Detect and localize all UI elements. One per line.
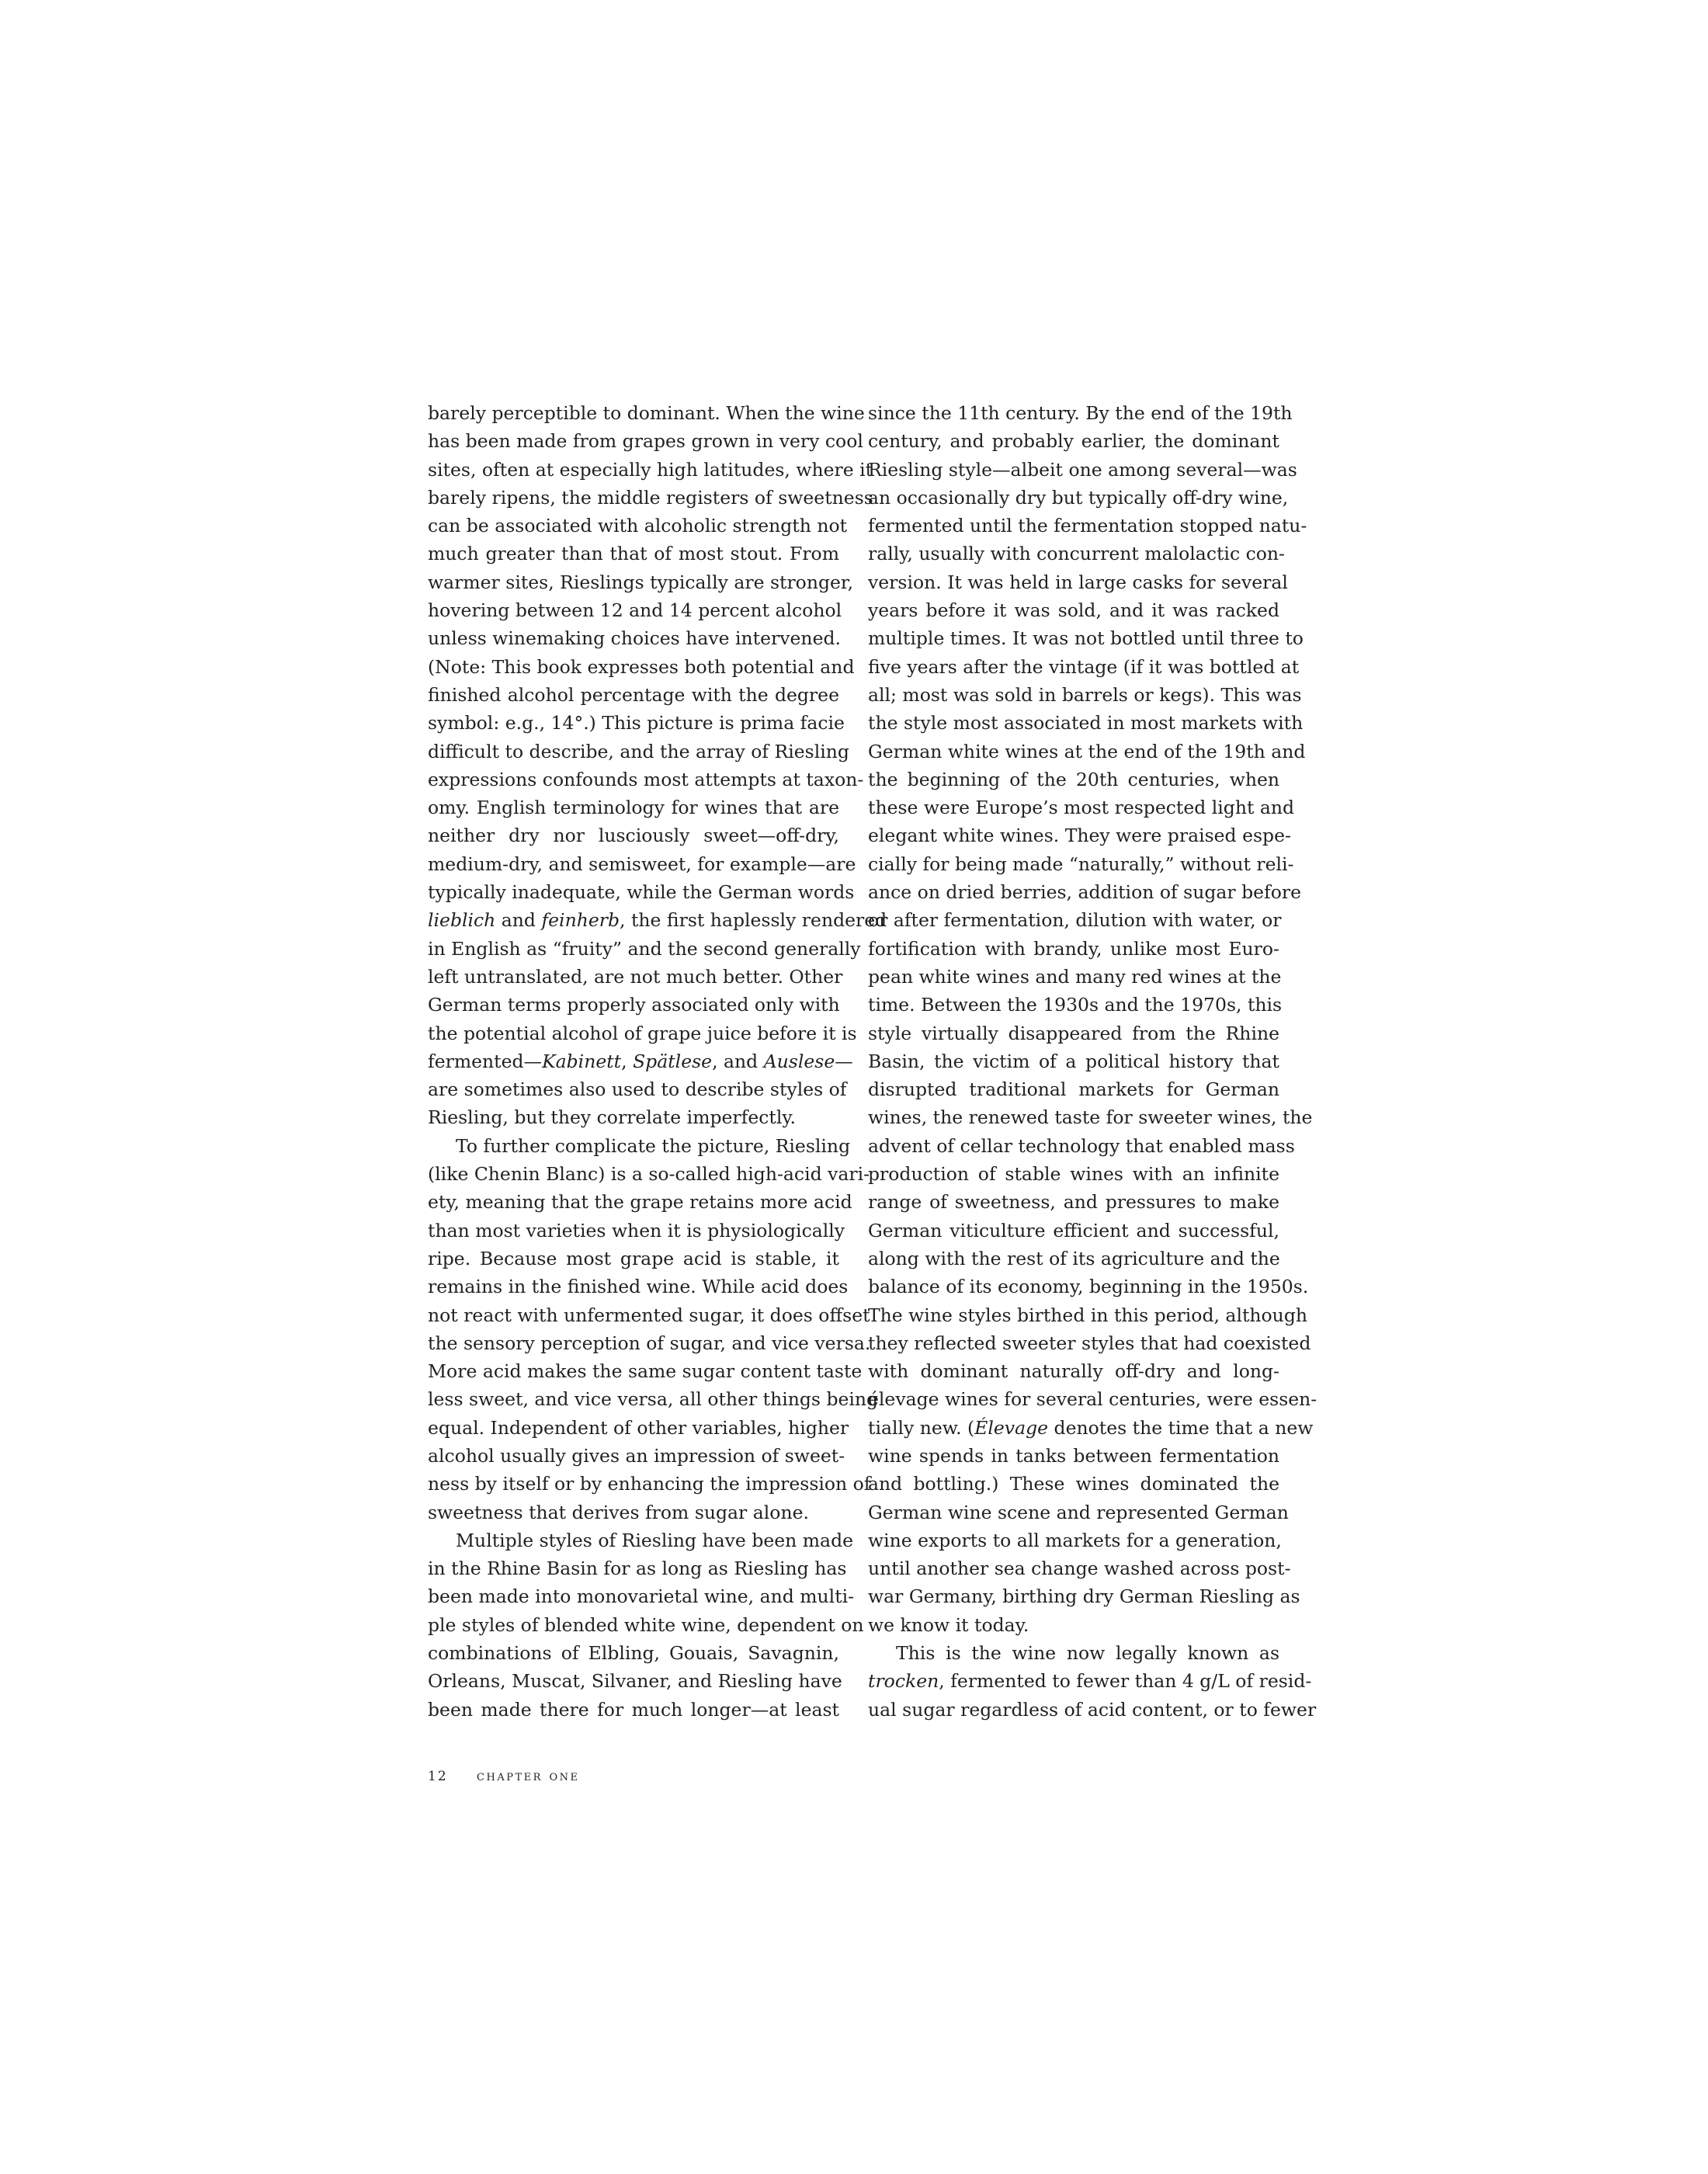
text-line: unless winemaking choices have intervened. — [428, 627, 841, 650]
text-line: range of sweetness, and pressures to make — [868, 1191, 1279, 1214]
text-line: neither dry nor lusciously sweet—off-dry, — [428, 825, 839, 847]
text-line: omy. English terminology for wines that are — [428, 797, 839, 819]
text-line: they reflected sweeter styles that had coexisted — [868, 1332, 1311, 1354]
text-line: left untranslated, are not much better. Other — [428, 965, 843, 988]
text-line: along with the rest of its agriculture and the — [868, 1247, 1280, 1269]
text-line: until another sea change washed across post- — [868, 1558, 1291, 1580]
text-line: finished alcohol percentage with the degree — [428, 683, 839, 706]
text-line: multiple times. It was not bottled until three to — [868, 627, 1304, 650]
text-line — [868, 1414, 1314, 1442]
text-line: balance of its economy, beginning in the 1950s. — [868, 1276, 1309, 1298]
italic-term: lieblich — [428, 909, 496, 932]
italic-term: Kabinett — [542, 1050, 622, 1072]
text-line: rally, usually with concurrent malolactic con- — [868, 543, 1285, 565]
text-line: expressions confounds most attempts at taxon- — [428, 768, 864, 790]
text-line: German white wines at the end of the 19th and — [868, 740, 1306, 762]
text-line: we know it today. — [868, 1613, 1029, 1636]
text-line: the sensory perception of sugar, and vice versa. — [428, 1332, 871, 1354]
text-line: disrupted traditional markets for German — [868, 1078, 1279, 1101]
text-line: production of stable wines with an infinite — [868, 1163, 1279, 1186]
text-line: since the 11th century. By the end of the 19th — [868, 402, 1293, 424]
text-line: Basin, the victim of a political history that — [868, 1050, 1279, 1072]
text-line: sweetness that derives from sugar alone. — [428, 1501, 809, 1523]
text-run: — — [835, 1050, 853, 1072]
text-line: advent of cellar technology that enabled mass — [868, 1134, 1295, 1157]
text-line: symbol: e.g., 14°.) This picture is prima facie — [428, 712, 845, 735]
text-line: warmer sites, Rieslings typically are stronger, — [428, 571, 854, 593]
text-line: German terms properly associated only with — [428, 994, 840, 1016]
text-line: barely ripens, the middle registers of sweetness — [428, 486, 873, 509]
text-line: all; most was sold in barrels or kegs). This was — [868, 683, 1302, 706]
text-line: the potential alcohol of grape juice before it is — [428, 1022, 857, 1044]
text-run: , and — [712, 1050, 764, 1072]
page-footer — [428, 1767, 579, 1784]
text-line: Riesling, but they correlate imperfectly. — [428, 1106, 797, 1129]
text-line — [428, 906, 887, 934]
page-number: 12 — [428, 1769, 448, 1784]
text-line: not react with unfermented sugar, it does offset — [428, 1304, 870, 1326]
text-line: remains in the finished wine. While acid does — [428, 1276, 849, 1298]
text-line: pean white wines and many red wines at the — [868, 965, 1282, 988]
text-run: , — [621, 1050, 634, 1072]
text-line: The wine styles birthed in this period, although — [868, 1304, 1307, 1326]
paragraph-first-line: This is the wine now legally known as — [896, 1642, 1279, 1665]
text-line — [428, 1047, 853, 1075]
text-line: ness by itself or by enhancing the impression of — [428, 1473, 871, 1495]
text-line: medium-dry, and semisweet, for example—are — [428, 853, 856, 875]
text-line: alcohol usually gives an impression of sweet- — [428, 1444, 845, 1467]
italic-term: Auslese — [763, 1050, 835, 1072]
text-line: and bottling.) These wines dominated the — [868, 1473, 1279, 1495]
text-line: fortification with brandy, unlike most Euro- — [868, 937, 1279, 960]
text-line: has been made from grapes grown in very cool — [428, 430, 863, 453]
text-line: these were Europe’s most respected light and — [868, 797, 1295, 819]
text-line: German viticulture efficient and successful, — [868, 1219, 1279, 1242]
paragraph-first-line: Multiple styles of Riesling have been made — [456, 1529, 854, 1551]
text-line: the style most associated in most markets with — [868, 712, 1304, 735]
text-line: ple styles of blended white wine, dependent on — [428, 1613, 864, 1636]
text-line: (Note: This book expresses both potential and — [428, 655, 855, 678]
text-line: in the Rhine Basin for as long as Riesling has — [428, 1558, 847, 1580]
text-line — [868, 1667, 1312, 1695]
text-line: typically inadequate, while the German words — [428, 881, 855, 904]
text-line: elegant white wines. They were praised espe- — [868, 825, 1291, 847]
text-line: fermented until the fermentation stopped natu- — [868, 515, 1307, 537]
text-line: can be associated with alcoholic strength not — [428, 515, 848, 537]
text-column-right — [868, 399, 1317, 1724]
text-line: version. It was held in large casks for several — [868, 571, 1288, 593]
text-line: been made there for much longer—at least — [428, 1698, 839, 1721]
text-line: wine exports to all markets for a generation, — [868, 1529, 1282, 1551]
text-line: much greater than that of most stout. From — [428, 543, 839, 565]
text-line: the beginning of the 20th centuries, when — [868, 768, 1279, 790]
text-run: , fermented to fewer than 4 g/L of resid- — [939, 1670, 1312, 1693]
text-run: , the first haplessly rendered — [620, 909, 887, 932]
text-line: years before it was sold, and it was racked — [868, 599, 1279, 622]
text-run: denotes the time that a new — [1048, 1416, 1314, 1439]
text-line: less sweet, and vice versa, all other things being — [428, 1388, 879, 1411]
text-line: barely perceptible to dominant. When the wine — [428, 402, 865, 424]
text-line: élevage wines for several centuries, were essen- — [868, 1388, 1317, 1411]
text-line: combinations of Elbling, Gouais, Savagnin, — [428, 1642, 839, 1665]
italic-term: trocken — [868, 1670, 939, 1693]
text-line: Orleans, Muscat, Silvaner, and Riesling have — [428, 1670, 842, 1693]
text-line: or after fermentation, dilution with water, or — [868, 909, 1282, 932]
text-line: More acid makes the same sugar content taste — [428, 1360, 863, 1383]
text-line: Riesling style—albeit one among several—was — [868, 458, 1297, 481]
text-line: ripe. Because most grape acid is stable, it — [428, 1247, 839, 1269]
italic-term: Élevage — [974, 1416, 1049, 1439]
text-line: cially for being made “naturally,” without reli- — [868, 853, 1294, 875]
running-head: chapter one — [477, 1767, 580, 1784]
text-line: hovering between 12 and 14 percent alcohol — [428, 599, 842, 622]
text-line: with dominant naturally off-dry and long- — [868, 1360, 1279, 1383]
text-line: ance on dried berries, addition of sugar before — [868, 881, 1302, 904]
text-line: five years after the vintage (if it was bottled at — [868, 655, 1300, 678]
text-line: an occasionally dry but typically off-dry wine, — [868, 486, 1289, 509]
text-line: war Germany, birthing dry German Riesling as — [868, 1585, 1300, 1608]
text-line: are sometimes also used to describe styles of — [428, 1078, 847, 1101]
text-run: tially new. ( — [868, 1416, 975, 1439]
text-line: German wine scene and represented German — [868, 1501, 1289, 1523]
text-line: sites, often at especially high latitudes, where it — [428, 458, 873, 481]
text-line: wines, the renewed taste for sweeter wines, the — [868, 1106, 1313, 1129]
italic-term: feinherb — [541, 909, 620, 932]
text-line: century, and probably earlier, the dominant — [868, 430, 1279, 453]
text-line: than most varieties when it is physiologically — [428, 1219, 845, 1242]
text-line: equal. Independent of other variables, higher — [428, 1416, 849, 1439]
text-line: been made into monovarietal wine, and multi- — [428, 1585, 855, 1608]
paragraph-first-line: To further complicate the picture, Riesling — [456, 1134, 851, 1157]
text-line: (like Chenin Blanc) is a so-called high-acid vari- — [428, 1163, 870, 1186]
text-line: in English as “fruity” and the second generally — [428, 937, 861, 960]
text-run: and — [495, 909, 542, 932]
text-line: wine spends in tanks between fermentation — [868, 1444, 1279, 1467]
text-line: difficult to describe, and the array of Riesling — [428, 740, 849, 762]
text-line: time. Between the 1930s and the 1970s, this — [868, 994, 1283, 1016]
text-line: ual sugar regardless of acid content, or to fewer — [868, 1698, 1317, 1721]
text-run: fermented— — [428, 1050, 543, 1072]
text-column-left — [428, 399, 887, 1724]
italic-term: Spätlese — [633, 1050, 713, 1072]
text-line: style virtually disappeared from the Rhine — [868, 1022, 1279, 1044]
text-line: ety, meaning that the grape retains more acid — [428, 1191, 852, 1214]
